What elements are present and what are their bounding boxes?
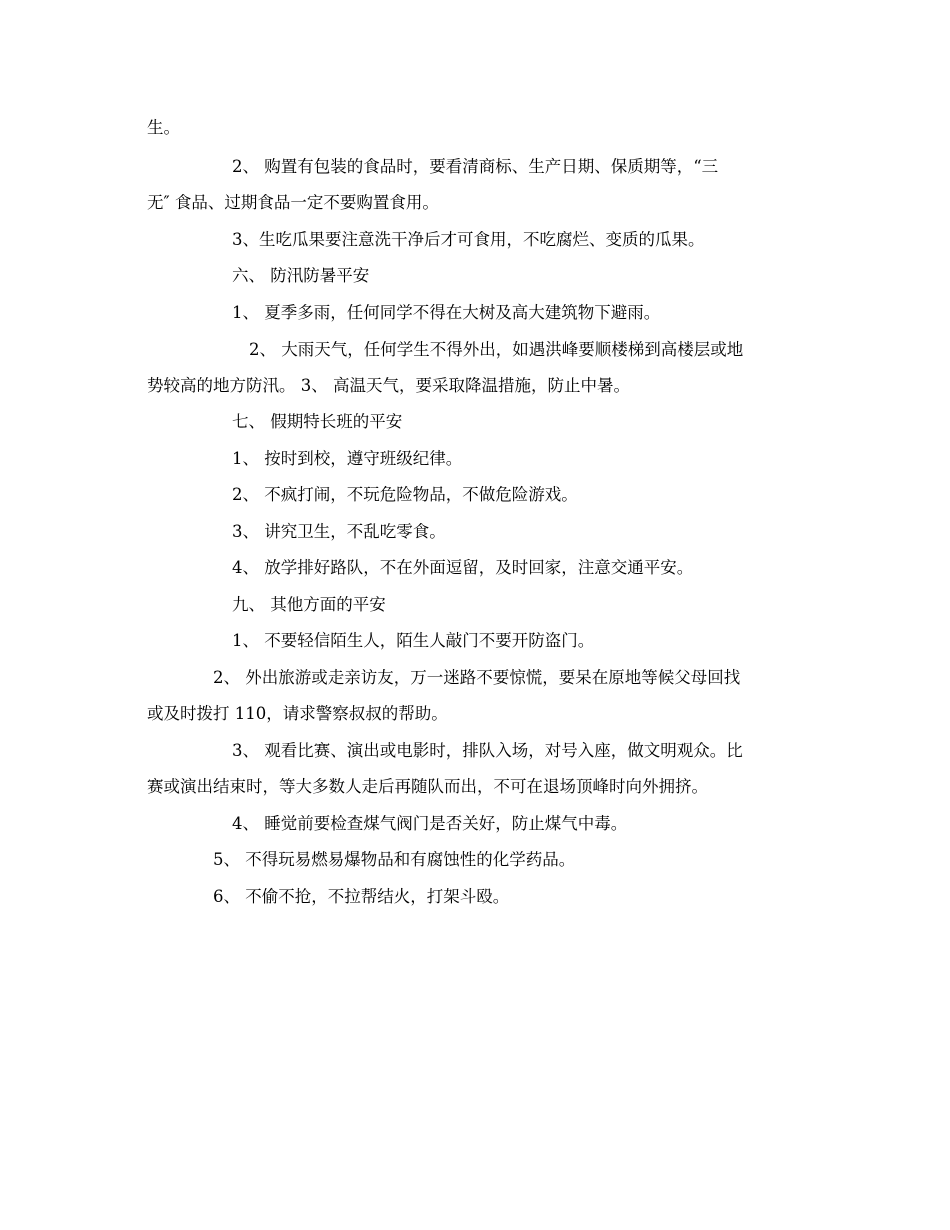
text-line: 2、 外出旅游或走亲访友，万一迷路不要惊慌，要呆在原地等候父母回找 — [213, 668, 741, 687]
section-heading: 七、 假期特长班的平安 — [232, 412, 403, 431]
text-line: 3、生吃瓜果要注意洗干净后才可食用，不吃腐烂、变质的瓜果。 — [232, 230, 705, 249]
text-line: 1、 按时到校，遵守班级纪律。 — [232, 449, 463, 468]
text-line: 4、 放学排好路队，不在外面逗留，及时回家，注意交通平安。 — [232, 558, 694, 577]
text-line: 势较高的地方防汛。 3、 高温天气，要采取降温措施，防止中暑。 — [147, 376, 630, 395]
text-line: 2、 购置有包装的食品时，要看清商标、生产日期、保质期等，“三 — [232, 157, 719, 176]
text-line: 生。 — [147, 118, 180, 137]
text-line: 5、 不得玩易燃易爆物品和有腐蚀性的化学药品。 — [213, 850, 576, 869]
text-line: 或及时拨打 110，请求警察叔叔的帮助。 — [147, 704, 448, 723]
text-line: 3、 讲究卫生，不乱吃零食。 — [232, 522, 446, 541]
text-line: 无″ 食品、过期食品一定不要购置食用。 — [147, 193, 439, 212]
text-line: 2、 大雨天气，任何学生不得外出，如遇洪峰要顺楼梯到高楼层或地 — [249, 340, 744, 359]
text-line: 1、 不要轻信陌生人，陌生人敲门不要开防盗门。 — [232, 631, 595, 650]
text-line: 赛或演出结束时，等大多数人走后再随队而出，不可在退场顶峰时向外拥挤。 — [147, 777, 708, 796]
text-line: 1、 夏季多雨，任何同学不得在大树及高大建筑物下避雨。 — [232, 303, 661, 322]
text-line: 6、 不偷不抢，不拉帮结火，打架斗殴。 — [213, 887, 510, 906]
section-heading: 九、 其他方面的平安 — [232, 595, 386, 614]
text-line: 3、 观看比赛、演出或电影时，排队入场，对号入座，做文明观众。比 — [232, 741, 743, 760]
text-line: 2、 不疯打闹，不玩危险物品，不做危险游戏。 — [232, 485, 578, 504]
section-heading: 六、 防汛防暑平安 — [232, 266, 370, 285]
text-line: 4、 睡觉前要检查煤气阀门是否关好，防止煤气中毒。 — [232, 814, 628, 833]
